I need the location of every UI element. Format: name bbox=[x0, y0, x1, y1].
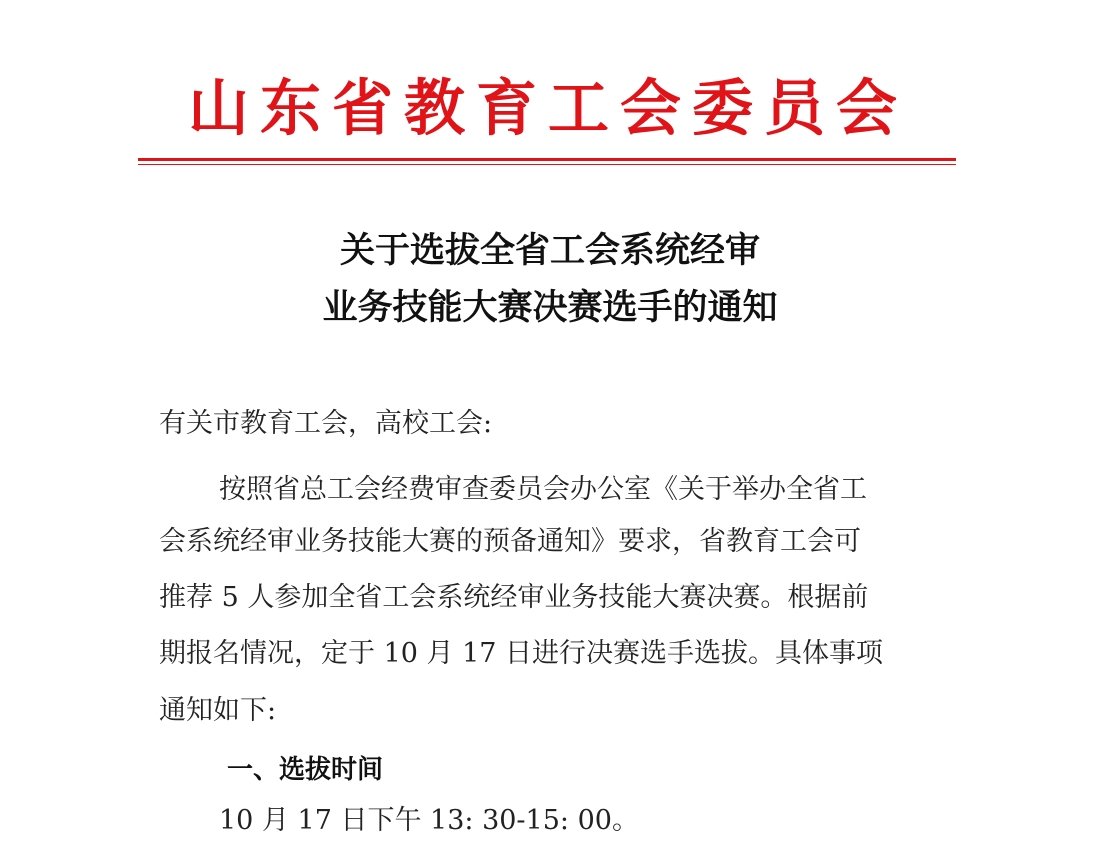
section-heading-selection-time: 一、选拔时间 bbox=[227, 755, 384, 785]
salutation: 有关市教育工会，高校工会: bbox=[159, 408, 493, 439]
paragraph-line-4: 期报名情况，定于 10 月 17 日进行决赛选手选拔。具体事项 bbox=[159, 638, 884, 669]
document-title-line-2: 业务技能大赛决赛选手的通知 bbox=[322, 288, 778, 328]
paragraph-line-1: 按照省总工会经费审查委员会办公室《关于举办全省工 bbox=[219, 474, 867, 505]
selection-time-text: 10 月 17 日下午 13: 30-15: 00。 bbox=[219, 805, 639, 836]
masthead-red-rule-thin bbox=[138, 164, 956, 165]
paragraph-line-3: 推荐 5 人参加全省工会系统经审业务技能大赛决赛。根据前 bbox=[159, 582, 869, 613]
document-title-line-1: 关于选拔全省工会系统经审 bbox=[339, 231, 760, 271]
paragraph-line-5: 通知如下: bbox=[159, 695, 277, 726]
paragraph-line-2: 会系统经审业务技能大赛的预备通知》要求，省教育工会可 bbox=[159, 526, 861, 557]
masthead-red-rule-thick bbox=[138, 158, 956, 161]
masthead-org-name: 山东省教育工会委员会 bbox=[187, 73, 908, 144]
